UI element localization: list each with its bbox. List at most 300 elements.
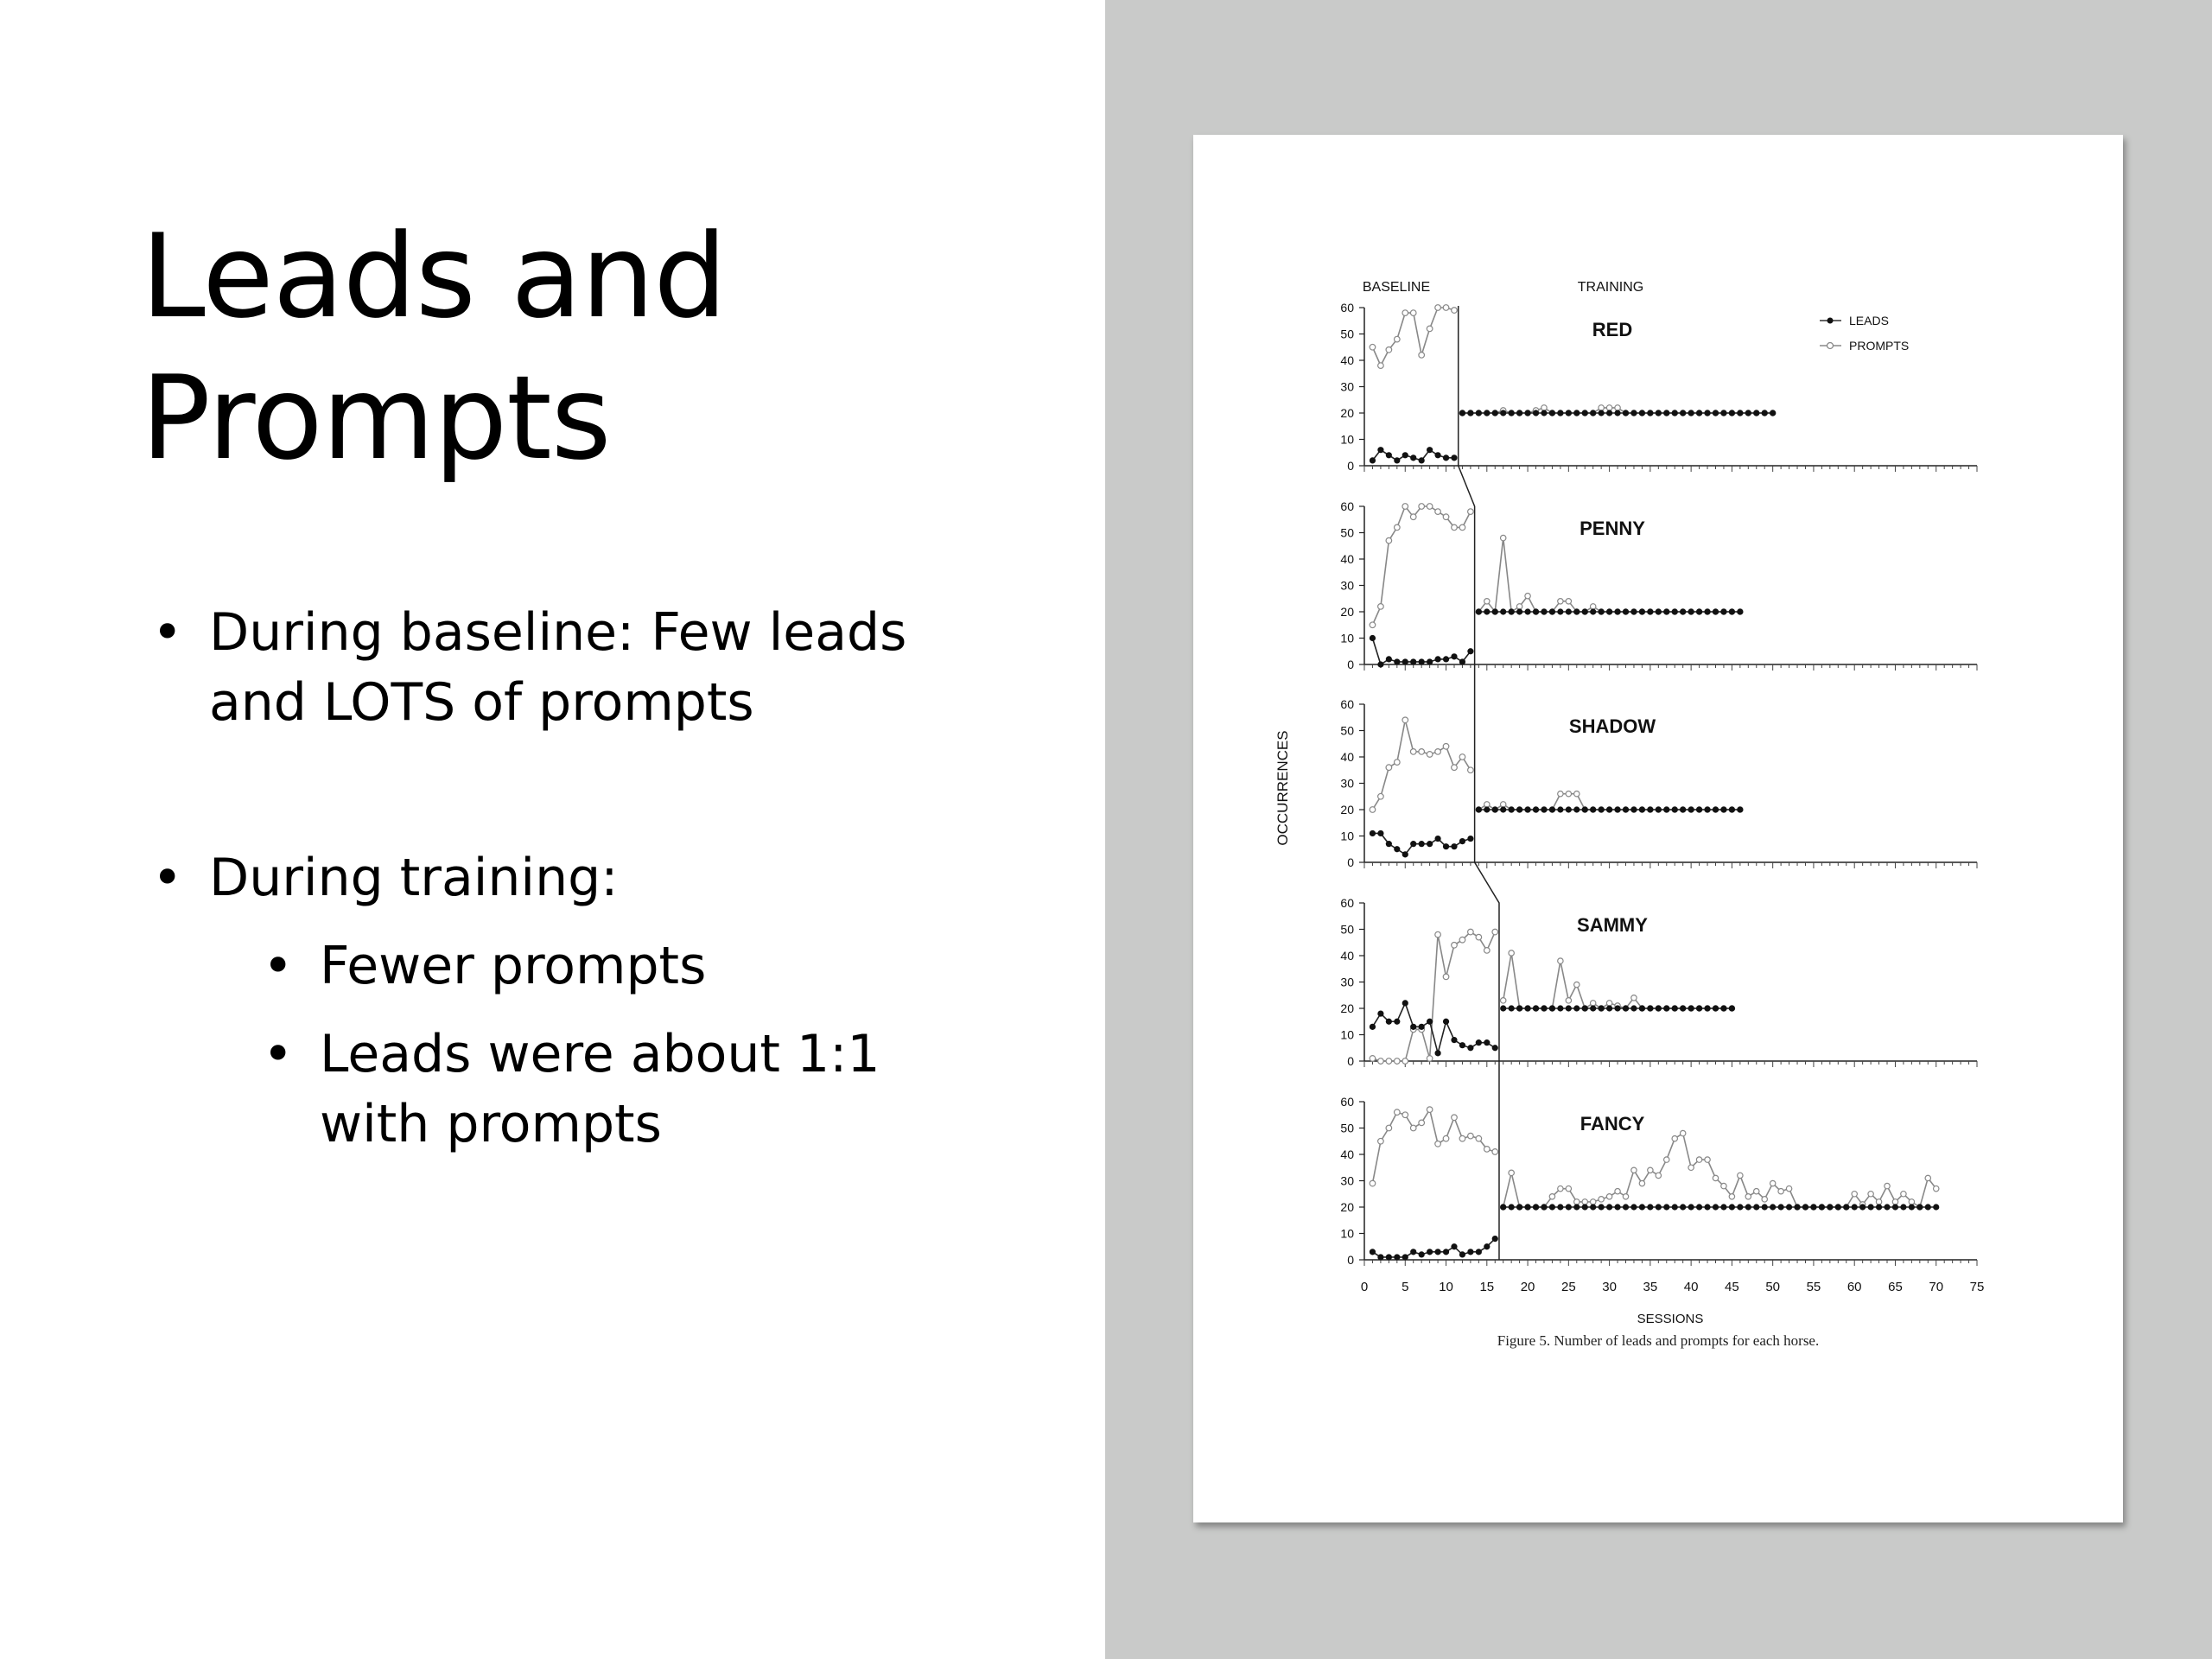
bullet-text-line: • Leads were about 1:1 [320, 1024, 880, 1084]
leads-point-shadow [1443, 843, 1449, 849]
y-tick-label-shadow: 20 [1340, 803, 1354, 817]
leads-point-shadow [1370, 830, 1376, 836]
leads-point-training-penny [1541, 608, 1547, 614]
prompts-point-fancy [1386, 1125, 1392, 1131]
leads-point-fancy [1451, 1243, 1457, 1249]
panel-title-shadow: SHADOW [1568, 715, 1656, 737]
leads-point-training-fancy [1729, 1204, 1735, 1210]
leads-point-training-red [1630, 410, 1637, 416]
prompts-point-fancy [1402, 1112, 1408, 1118]
leads-point-training-fancy [1762, 1204, 1768, 1210]
prompts-point-penny [1459, 524, 1465, 531]
leads-point-training-fancy [1753, 1204, 1759, 1210]
leads-point-penny [1419, 658, 1425, 664]
leads-point-training-fancy [1541, 1204, 1547, 1210]
leads-point-penny [1459, 658, 1465, 664]
leads-point-training-penny [1663, 608, 1669, 614]
prompts-point-sammy [1468, 929, 1474, 935]
leads-point-shadow [1427, 841, 1433, 847]
leads-point-training-fancy [1623, 1204, 1629, 1210]
leads-point-training-fancy [1672, 1204, 1678, 1210]
leads-point-shadow [1451, 843, 1457, 849]
prompts-point-training-fancy [1590, 1199, 1595, 1205]
leads-point-red [1451, 454, 1457, 461]
leads-point-training-fancy [1778, 1204, 1784, 1210]
phase-label-training: TRAINING [1577, 280, 1644, 295]
leads-point-training-sammy [1557, 1005, 1563, 1011]
leads-point-training-red [1729, 410, 1735, 416]
prompts-point-training-fancy [1729, 1194, 1734, 1199]
prompts-point-shadow [1402, 717, 1408, 723]
leads-point-training-penny [1656, 608, 1662, 614]
leads-point-training-red [1753, 410, 1759, 416]
leads-point-training-shadow [1476, 806, 1482, 812]
leads-point-training-fancy [1713, 1204, 1719, 1210]
leads-point-training-shadow [1623, 806, 1629, 812]
leads-point-training-shadow [1492, 806, 1498, 812]
x-tick-label: 35 [1643, 1280, 1658, 1294]
sub-bullet-leads-ratio [320, 1020, 1054, 1160]
leads-point-training-penny [1672, 608, 1678, 614]
prompts-point-training-red [1541, 405, 1547, 410]
prompts-point-shadow [1386, 765, 1392, 771]
leads-point-red [1419, 457, 1425, 463]
leads-point-fancy [1443, 1249, 1449, 1255]
leads-point-sammy [1377, 1011, 1383, 1017]
prompts-point-training-penny [1525, 594, 1530, 599]
leads-point-training-penny [1713, 608, 1719, 614]
prompts-point-penny [1378, 604, 1384, 610]
leads-point-training-penny [1492, 608, 1498, 614]
leads-point-training-penny [1630, 608, 1637, 614]
prompts-line-baseline-fancy [1372, 1109, 1495, 1183]
leads-point-training-fancy [1533, 1204, 1539, 1210]
leads-point-training-fancy [1852, 1204, 1858, 1210]
leads-point-training-shadow [1484, 806, 1490, 812]
y-tick-label-sammy: 30 [1340, 975, 1354, 989]
prompts-point-shadow [1410, 749, 1416, 755]
leads-point-fancy [1386, 1254, 1392, 1260]
prompts-point-training-fancy [1574, 1199, 1580, 1205]
leads-point-training-fancy [1819, 1204, 1825, 1210]
y-tick-label-sammy: 50 [1340, 922, 1354, 937]
leads-point-fancy [1434, 1249, 1440, 1255]
leads-point-training-fancy [1868, 1204, 1874, 1210]
panel-title-sammy: SAMMY [1577, 914, 1648, 936]
x-tick-label: 60 [1847, 1280, 1862, 1294]
prompts-point-training-penny [1516, 604, 1522, 609]
leads-point-training-red [1557, 410, 1563, 416]
prompts-point-training-fancy [1566, 1185, 1571, 1191]
leads-point-training-fancy [1892, 1204, 1898, 1210]
leads-point-training-fancy [1688, 1204, 1694, 1210]
leads-point-training-shadow [1647, 806, 1653, 812]
bullet-training [209, 843, 1030, 913]
leads-point-training-shadow [1533, 806, 1539, 812]
leads-point-training-fancy [1606, 1204, 1612, 1210]
leads-point-red [1370, 457, 1376, 463]
multi-panel-line-chart [1193, 135, 2123, 1522]
leads-point-training-fancy [1737, 1204, 1743, 1210]
prompts-point-red [1443, 305, 1449, 311]
prompts-point-training-shadow [1566, 791, 1571, 797]
prompts-line-training-penny [1478, 538, 1740, 612]
prompts-point-training-fancy [1705, 1157, 1710, 1162]
leads-point-sammy [1370, 1024, 1376, 1030]
leads-point-training-red [1680, 410, 1686, 416]
prompts-point-penny [1419, 504, 1425, 510]
phase-label-baseline: BASELINE [1362, 280, 1431, 295]
y-tick-label-red: 40 [1340, 353, 1354, 367]
prompts-point-sammy [1476, 934, 1482, 940]
x-tick-label: 10 [1439, 1280, 1453, 1294]
prompts-point-fancy [1452, 1115, 1458, 1121]
y-tick-label-shadow: 10 [1340, 829, 1354, 843]
prompts-point-red [1410, 310, 1416, 316]
prompts-point-training-fancy [1623, 1194, 1628, 1199]
leads-point-training-fancy [1696, 1204, 1702, 1210]
leads-point-training-red [1639, 410, 1645, 416]
y-tick-label-shadow: 40 [1340, 750, 1354, 764]
prompts-point-training-red [1606, 405, 1611, 410]
leads-point-training-penny [1590, 608, 1596, 614]
leads-point-training-sammy [1639, 1005, 1645, 1011]
leads-point-training-penny [1516, 608, 1522, 614]
prompts-point-training-fancy [1672, 1136, 1677, 1141]
leads-point-sammy [1410, 1024, 1416, 1030]
leads-point-shadow [1419, 841, 1425, 847]
leads-point-training-penny [1549, 608, 1555, 614]
prompts-point-training-fancy [1738, 1173, 1743, 1178]
leads-point-training-red [1476, 410, 1482, 416]
prompts-point-shadow [1395, 760, 1401, 766]
prompts-point-training-red [1599, 405, 1604, 410]
leads-point-training-red [1541, 410, 1547, 416]
leads-point-training-sammy [1573, 1005, 1580, 1011]
slide-title-line: Prompts [141, 351, 611, 486]
leads-point-training-sammy [1582, 1005, 1588, 1011]
leads-point-training-penny [1500, 608, 1506, 614]
prompts-point-training-fancy [1582, 1199, 1587, 1205]
leads-point-training-sammy [1647, 1005, 1653, 1011]
prompts-point-fancy [1459, 1135, 1465, 1141]
leads-point-training-shadow [1541, 806, 1547, 812]
leads-point-penny [1394, 658, 1400, 664]
y-tick-label-shadow: 50 [1340, 723, 1354, 738]
prompts-point-training-fancy [1934, 1185, 1939, 1191]
leads-point-training-sammy [1680, 1005, 1686, 1011]
prompts-point-training-fancy [1885, 1183, 1890, 1188]
x-tick-label: 50 [1765, 1280, 1781, 1294]
leads-point-training-penny [1476, 608, 1482, 614]
leads-point-red [1410, 454, 1416, 461]
leads-point-training-shadow [1713, 806, 1719, 812]
legend-leads-label: LEADS [1849, 314, 1889, 327]
prompts-point-fancy [1476, 1135, 1482, 1141]
leads-point-penny [1427, 658, 1433, 664]
leads-point-training-penny [1647, 608, 1653, 614]
prompts-point-penny [1452, 524, 1458, 531]
leads-point-penny [1451, 653, 1457, 659]
prompts-point-red [1452, 308, 1458, 314]
leads-point-training-shadow [1663, 806, 1669, 812]
leads-point-training-shadow [1524, 806, 1530, 812]
y-tick-label-red: 10 [1340, 432, 1354, 447]
prompts-point-penny [1395, 524, 1401, 531]
prompts-point-penny [1443, 514, 1449, 520]
y-tick-label-fancy: 0 [1347, 1253, 1354, 1267]
y-tick-label-fancy: 50 [1340, 1121, 1354, 1135]
x-tick-label: 75 [1969, 1280, 1985, 1294]
leads-point-training-fancy [1786, 1204, 1792, 1210]
leads-point-penny [1410, 658, 1416, 664]
leads-point-training-red [1582, 410, 1588, 416]
leads-point-training-red [1688, 410, 1694, 416]
x-tick-label: 55 [1806, 1280, 1821, 1294]
prompts-point-penny [1427, 504, 1433, 510]
leads-point-training-sammy [1614, 1005, 1620, 1011]
prompts-point-shadow [1459, 754, 1465, 760]
prompts-point-training-fancy [1549, 1194, 1554, 1199]
leads-point-fancy [1419, 1251, 1425, 1257]
x-tick-label: 30 [1602, 1280, 1617, 1294]
prompts-point-training-fancy [1852, 1192, 1857, 1197]
leads-point-training-penny [1729, 608, 1735, 614]
leads-point-training-penny [1533, 608, 1539, 614]
leads-point-training-red [1720, 410, 1726, 416]
leads-point-training-fancy [1639, 1204, 1645, 1210]
leads-point-training-fancy [1590, 1204, 1596, 1210]
prompts-point-training-fancy [1721, 1183, 1726, 1188]
prompts-point-fancy [1370, 1180, 1376, 1186]
leads-point-shadow [1467, 836, 1473, 842]
leads-point-training-penny [1524, 608, 1530, 614]
prompts-point-training-penny [1558, 599, 1563, 604]
leads-point-training-fancy [1810, 1204, 1816, 1210]
x-tick-label: 25 [1560, 1280, 1576, 1294]
prompts-point-training-fancy [1680, 1130, 1685, 1135]
prompts-point-penny [1370, 622, 1376, 628]
prompts-point-sammy [1452, 943, 1458, 949]
leads-point-training-penny [1566, 608, 1572, 614]
leads-point-training-shadow [1614, 806, 1620, 812]
prompts-point-sammy [1427, 1056, 1433, 1062]
leads-point-training-fancy [1582, 1204, 1588, 1210]
y-tick-label-penny: 60 [1340, 499, 1354, 513]
prompts-point-training-fancy [1631, 1167, 1637, 1173]
prompts-point-sammy [1378, 1058, 1384, 1065]
leads-point-sammy [1476, 1039, 1482, 1046]
leads-point-shadow [1394, 846, 1400, 852]
leads-point-fancy [1459, 1251, 1465, 1257]
bullet-baseline [209, 598, 1030, 738]
leads-point-training-fancy [1656, 1204, 1662, 1210]
y-tick-label-red: 20 [1340, 406, 1354, 420]
y-tick-label-red: 60 [1340, 301, 1354, 315]
leads-point-training-fancy [1916, 1204, 1923, 1210]
leads-point-training-shadow [1672, 806, 1678, 812]
leads-point-training-fancy [1704, 1204, 1710, 1210]
leads-point-fancy [1370, 1249, 1376, 1255]
prompts-point-training-sammy [1606, 1001, 1611, 1006]
leads-point-training-penny [1557, 608, 1563, 614]
leads-point-sammy [1443, 1019, 1449, 1025]
y-tick-label-fancy: 20 [1340, 1200, 1354, 1214]
y-tick-label-penny: 40 [1340, 552, 1354, 566]
leads-point-training-red [1467, 410, 1473, 416]
y-tick-label-sammy: 10 [1340, 1027, 1354, 1042]
y-tick-label-shadow: 30 [1340, 776, 1354, 791]
leads-point-training-fancy [1680, 1204, 1686, 1210]
prompts-line-baseline-penny [1372, 506, 1470, 625]
prompts-point-training-fancy [1892, 1199, 1897, 1205]
y-tick-label-fancy: 30 [1340, 1173, 1354, 1188]
leads-point-sammy [1467, 1045, 1473, 1051]
leads-point-training-shadow [1639, 806, 1645, 812]
leads-point-training-red [1590, 410, 1596, 416]
prompts-point-training-fancy [1762, 1197, 1767, 1202]
leads-point-training-sammy [1509, 1005, 1515, 1011]
leads-point-training-red [1492, 410, 1498, 416]
prompts-point-training-sammy [1501, 998, 1506, 1003]
leads-point-training-fancy [1925, 1204, 1931, 1210]
leads-point-shadow [1434, 836, 1440, 842]
prompts-point-sammy [1443, 974, 1449, 980]
prompts-point-penny [1468, 509, 1474, 515]
leads-point-training-fancy [1933, 1204, 1939, 1210]
x-tick-label: 20 [1520, 1280, 1535, 1294]
leads-point-training-fancy [1557, 1204, 1563, 1210]
leads-point-red [1377, 447, 1383, 453]
prompts-point-red [1435, 305, 1441, 311]
leads-point-training-red [1762, 410, 1768, 416]
prompts-point-sammy [1395, 1058, 1401, 1065]
prompts-point-red [1370, 344, 1376, 350]
prompts-point-training-fancy [1925, 1175, 1930, 1180]
prompts-point-training-fancy [1648, 1167, 1653, 1173]
prompts-point-shadow [1443, 744, 1449, 750]
leads-point-training-sammy [1599, 1005, 1605, 1011]
prompts-point-shadow [1378, 793, 1384, 799]
prompts-point-training-fancy [1615, 1189, 1620, 1194]
x-tick-label: 0 [1360, 1280, 1369, 1294]
leads-point-training-red [1737, 410, 1743, 416]
leads-point-training-fancy [1859, 1204, 1866, 1210]
prompts-point-training-sammy [1558, 958, 1563, 963]
leads-point-penny [1386, 656, 1392, 662]
leads-point-training-shadow [1656, 806, 1662, 812]
leads-point-training-shadow [1688, 806, 1694, 812]
leads-point-training-sammy [1696, 1005, 1702, 1011]
leads-point-training-fancy [1802, 1204, 1808, 1210]
leads-point-training-sammy [1566, 1005, 1572, 1011]
leads-point-red [1402, 452, 1408, 458]
leads-point-training-shadow [1549, 806, 1555, 812]
leads-point-training-shadow [1573, 806, 1580, 812]
leads-point-training-shadow [1680, 806, 1686, 812]
leads-point-training-sammy [1656, 1005, 1662, 1011]
leads-point-training-sammy [1541, 1005, 1547, 1011]
leads-point-fancy [1402, 1254, 1408, 1260]
leads-point-fancy [1467, 1249, 1473, 1255]
legend-prompts-label: PROMPTS [1849, 339, 1910, 353]
leads-point-sammy [1451, 1037, 1457, 1043]
leads-point-training-red [1599, 410, 1605, 416]
leads-point-training-shadow [1500, 806, 1506, 812]
prompts-point-shadow [1435, 749, 1441, 755]
prompts-point-fancy [1419, 1120, 1425, 1126]
prompts-point-fancy [1427, 1107, 1433, 1113]
leads-point-sammy [1419, 1024, 1425, 1030]
y-axis-title: OCCURRENCES [1274, 730, 1291, 846]
prompts-point-fancy [1443, 1135, 1449, 1141]
leads-point-training-red [1484, 410, 1490, 416]
leads-point-training-sammy [1713, 1005, 1719, 1011]
leads-point-training-fancy [1573, 1204, 1580, 1210]
prompts-point-shadow [1419, 749, 1425, 755]
prompts-point-fancy [1468, 1133, 1474, 1139]
leads-point-training-shadow [1590, 806, 1596, 812]
leads-point-training-fancy [1614, 1204, 1620, 1210]
prompts-line-baseline-red [1372, 308, 1454, 365]
leads-point-red [1394, 457, 1400, 463]
leads-point-red [1427, 447, 1433, 453]
leads-point-training-red [1647, 410, 1653, 416]
x-axis-title: SESSIONS [1637, 1312, 1704, 1326]
leads-point-training-red [1566, 410, 1572, 416]
prompts-point-training-red [1615, 405, 1620, 410]
leads-point-training-red [1509, 410, 1515, 416]
leads-point-training-shadow [1630, 806, 1637, 812]
y-tick-label-sammy: 40 [1340, 949, 1354, 963]
y-tick-label-fancy: 10 [1340, 1226, 1354, 1241]
prompts-point-training-fancy [1599, 1197, 1604, 1202]
leads-point-fancy [1476, 1249, 1482, 1255]
y-tick-label-sammy: 20 [1340, 1001, 1354, 1015]
leads-point-fancy [1394, 1254, 1400, 1260]
leads-point-training-sammy [1729, 1005, 1735, 1011]
leads-point-training-penny [1623, 608, 1629, 614]
leads-point-training-red [1500, 410, 1506, 416]
prompts-point-sammy [1402, 1058, 1408, 1065]
leads-point-training-shadow [1557, 806, 1563, 812]
y-tick-label-penny: 50 [1340, 525, 1354, 540]
leads-point-training-sammy [1524, 1005, 1530, 1011]
prompts-point-fancy [1435, 1141, 1441, 1147]
leads-point-fancy [1492, 1236, 1498, 1242]
leads-point-training-shadow [1509, 806, 1515, 812]
panel-title-red: RED [1592, 319, 1633, 340]
prompts-point-training-sammy [1590, 1001, 1595, 1006]
prompts-point-training-sammy [1566, 998, 1571, 1003]
leads-point-training-red [1606, 410, 1612, 416]
leads-point-training-shadow [1720, 806, 1726, 812]
leads-point-red [1386, 452, 1392, 458]
prompts-point-training-fancy [1509, 1170, 1514, 1175]
y-tick-label-shadow: 60 [1340, 697, 1354, 711]
x-tick-label: 40 [1683, 1280, 1699, 1294]
leads-point-training-fancy [1500, 1204, 1506, 1210]
prompts-point-training-penny [1501, 535, 1506, 540]
leads-point-training-fancy [1827, 1204, 1833, 1210]
y-tick-label-red: 30 [1340, 379, 1354, 394]
leads-point-training-red [1533, 410, 1539, 416]
prompts-point-shadow [1468, 767, 1474, 773]
leads-point-training-shadow [1729, 806, 1735, 812]
leads-point-training-sammy [1704, 1005, 1710, 1011]
y-tick-label-sammy: 60 [1340, 896, 1354, 910]
prompts-point-penny [1402, 504, 1408, 510]
